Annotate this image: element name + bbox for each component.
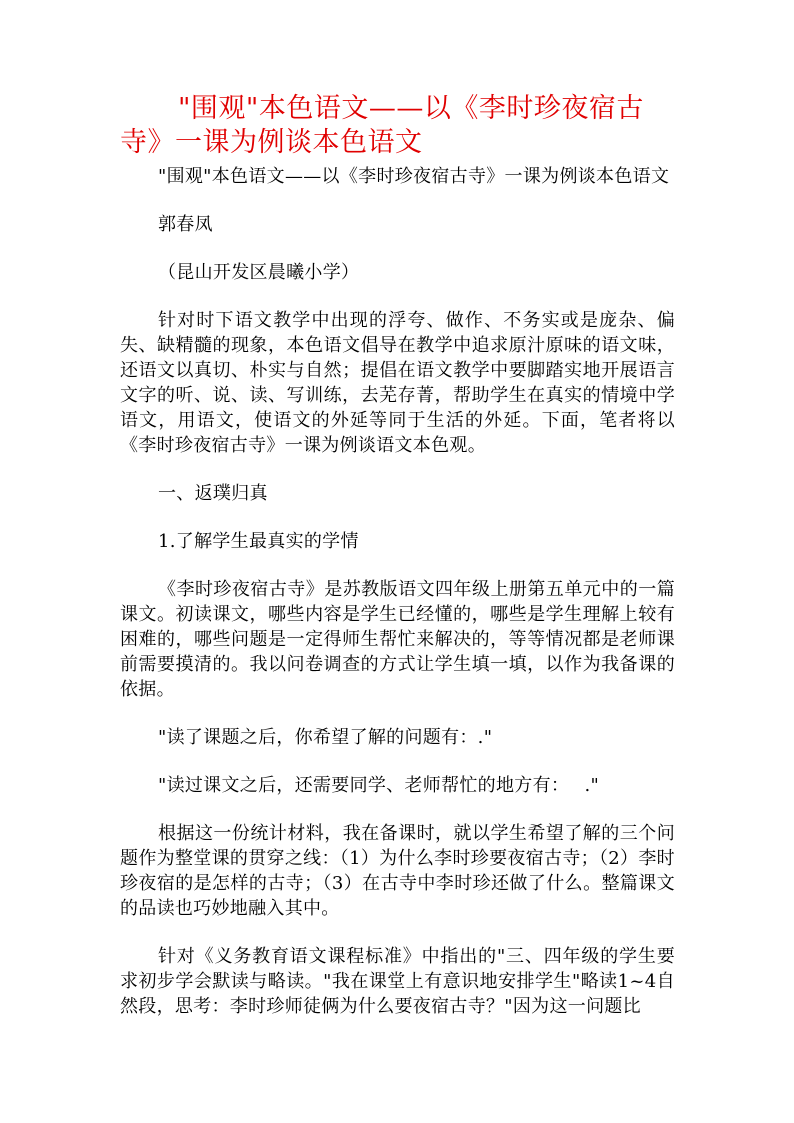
paragraph-body: 根据这一份统计材料，我在备课时，就以学生希望了解的三个问题作为整堂课的贯穿之线：（1）为什么李时珍要夜宿古寺；（2）李时珍夜宿的是怎样的古寺；（3）在古寺中李时珍还做了什么。整篇课文的品读也巧妙地融入其中。 (120, 823, 675, 919)
survey-question: "读了课题之后，你希望了解的问题有：." (158, 727, 493, 748)
paragraph-intro: 针对时下语文教学中出现的浮夸、做作、不务实或是庞杂、偏失、缺精髓的现象，本色语文倡导在教学中追求原汁原味的语文味，还语文以真切、朴实与自然；提倡在语文教学中要脚踏实地开展语言文字的听、说、读、写训练，去芜存菁，帮助学生在真实的情境中学语文，用语文，使语文的外延等同于生活的外延。下面，笔者将以《李时珍夜宿古寺》一课为例谈语文本色观。 (120, 310, 675, 456)
author: 郭春凤 (158, 214, 213, 235)
affiliation: （昆山开发区晨曦小学） (158, 262, 360, 283)
survey-question: "读过课文之后，还需要同学、老师帮忙的地方有： ." (158, 775, 600, 796)
section-heading: 一、返璞归真 (158, 483, 268, 504)
paragraph-body: 针对《义务教育语文课程标准》中指出的"三、四年级的学生要求初步学会默读与略读。"我在课堂上有意识地安排学生"略读1~4自然段，思考：李时珍师徒俩为什么要夜宿古寺？"因为这一问题比 (120, 946, 675, 1017)
subsection-heading: 1.了解学生最真实的学情 (158, 531, 359, 552)
document-page (120, 92, 675, 1019)
paragraph-body: 《李时珍夜宿古寺》是苏教版语文四年级上册第五单元中的一篇课文。初读课文，哪些内容是学生已经懂的，哪些是学生理解上较有困难的，哪些问题是一定得师生帮忙来解决的，等等情况都是老师课前需要摸清的。我以问卷调查的方式让学生填一填，以作为我备课的依据。 (120, 579, 675, 700)
subtitle: "围观"本色语文——以《李时珍夜宿古寺》一课为例谈本色语文 (158, 166, 670, 187)
document-title: "围观"本色语文——以《李时珍夜宿古寺》一课为例谈本色语文 (120, 93, 644, 158)
